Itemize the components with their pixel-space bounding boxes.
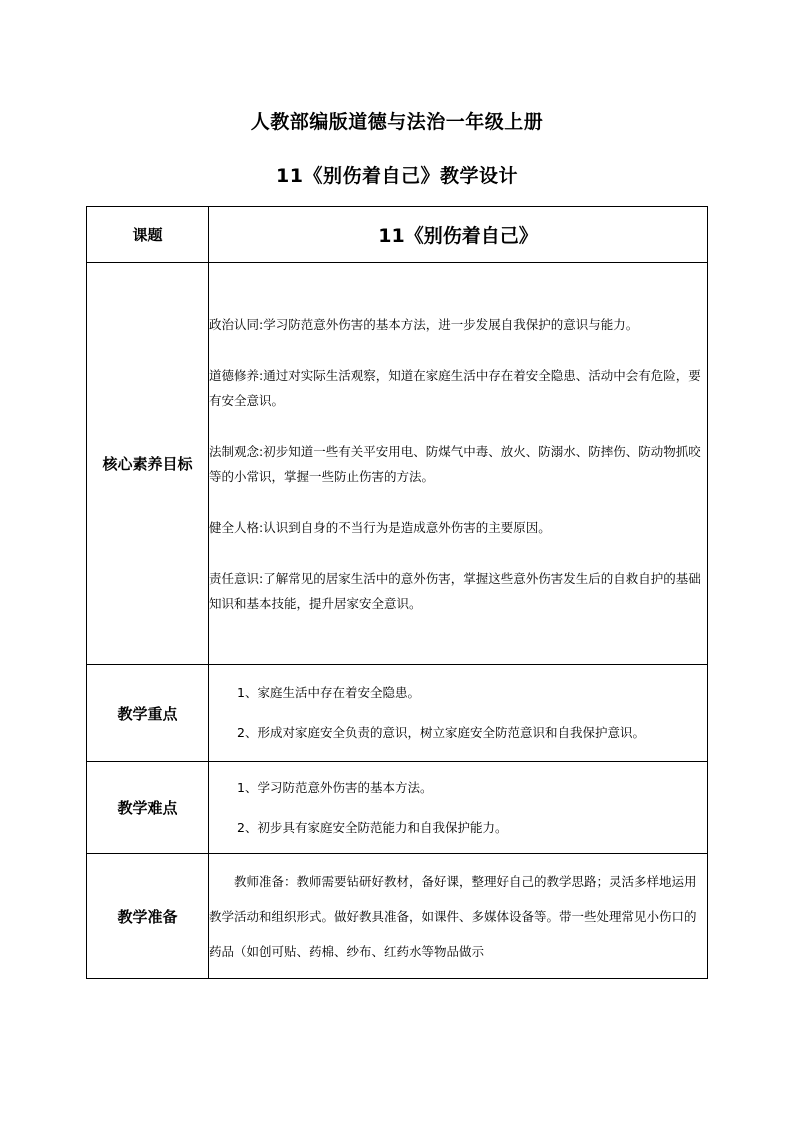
preparation-label: 教学准备 <box>87 854 209 979</box>
key-point-item: 1、家庭生活中存在着安全隐患。 <box>237 685 420 700</box>
preparation-content <box>209 854 708 979</box>
key-points-label: 教学重点 <box>87 665 209 762</box>
topic-value: 11《别伤着自己》 <box>209 207 708 263</box>
document-title: 人教部编版道德与法治一年级上册 <box>250 111 544 133</box>
table-row-difficult-points <box>87 762 708 854</box>
difficult-point-item: 2、初步具有家庭安全防范能力和自我保护能力。 <box>237 819 508 835</box>
goal-responsibility: 责任意识:了解常见的居家生活中的意外伤害，掌握这些意外伤害发生后的自救自护的基础知识和基本技能，提升居家安全意识。 <box>209 570 701 611</box>
difficult-point-item: 1、学习防范意外伤害的基本方法。 <box>237 779 433 795</box>
topic-label: 课题 <box>87 207 209 263</box>
table-row-preparation <box>87 854 708 979</box>
key-points-content <box>209 665 708 762</box>
table-row-key-points <box>87 665 708 762</box>
difficult-points-content <box>209 762 708 854</box>
table-row-topic <box>87 207 708 263</box>
key-point-item: 2、形成对家庭安全负责的意识，树立家庭安全防范意识和自我保护意识。 <box>237 725 645 740</box>
lesson-plan-table <box>86 206 708 979</box>
core-goals-content <box>209 263 708 665</box>
preparation-text: 教师准备：教师需要钻研好教材，备好课，整理好自己的教学思路；灵活多样地运用教学活动和组织形式。做好教具准备，如课件、多媒体设备等。带一些处理常见小伤口的药品（如创可贴、药棉、纱布、红药水等物品做示 <box>209 873 697 959</box>
goal-legal-concept: 法制观念:初步知道一些有关平安用电、防煤气中毒、放火、防溺水、防摔伤、防动物抓咬等的小常识，掌握一些防止伤害的方法。 <box>209 443 701 484</box>
core-goals-label: 核心素养目标 <box>87 263 209 665</box>
table-row-core-goals <box>87 263 708 665</box>
goal-moral-cultivation: 道德修养:通过对实际生活观察，知道在家庭生活中存在着安全隐患、活动中会有危险，要有安全意识。 <box>209 367 701 408</box>
document-subtitle: 11《别伤着自己》教学设计 <box>276 165 518 187</box>
goal-political-identity: 政治认同:学习防范意外伤害的基本方法，进一步发展自我保护的意识与能力。 <box>209 316 639 332</box>
difficult-points-label: 教学难点 <box>87 762 209 854</box>
goal-sound-personality: 健全人格:认识到自身的不当行为是造成意外伤害的主要原因。 <box>209 519 551 535</box>
